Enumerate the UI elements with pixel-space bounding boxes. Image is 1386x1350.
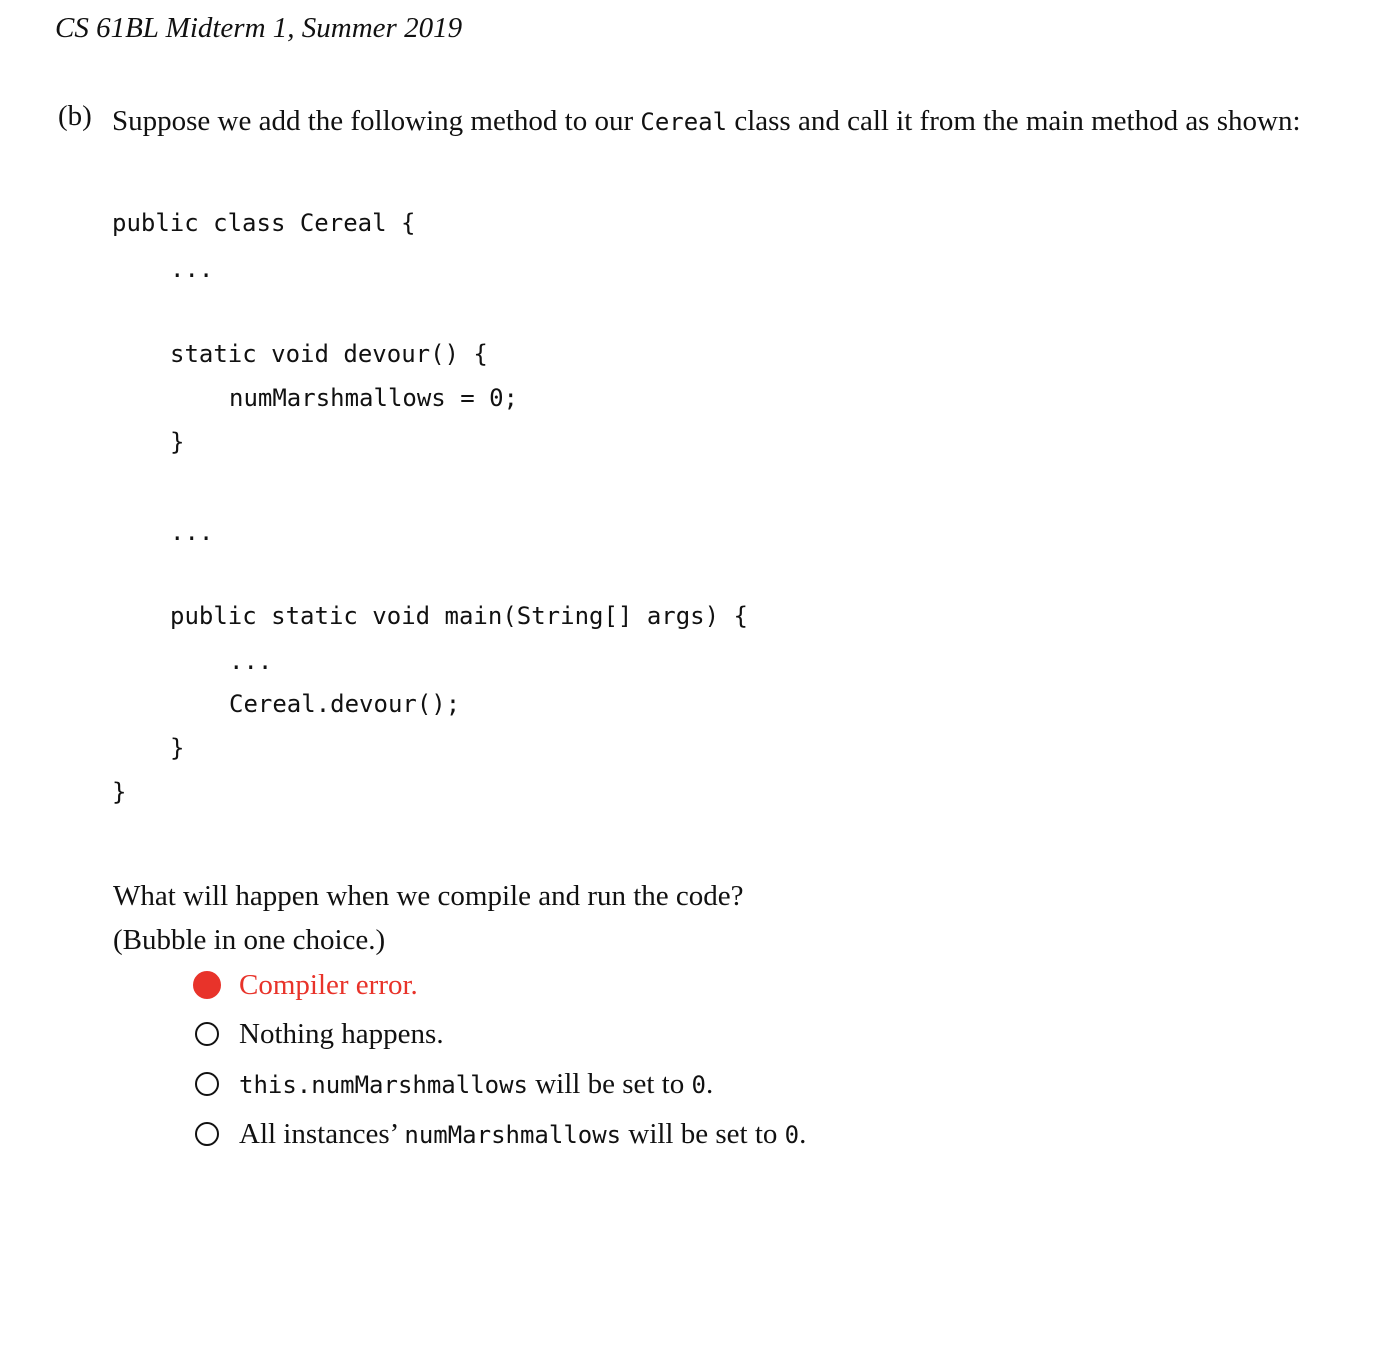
choice-period: . xyxy=(705,1067,714,1100)
choice-period: . xyxy=(799,1117,807,1150)
code-line: numMarshmallows = 0; xyxy=(229,384,518,412)
code-line: } xyxy=(112,778,127,806)
choice-compiler-error[interactable] xyxy=(193,968,418,1002)
prompt-text-cont: class and call it from the main method as shown: xyxy=(727,105,1301,137)
choice-code: numMarshmallows xyxy=(404,1120,622,1149)
code-line: } xyxy=(170,428,185,456)
code-line: ... xyxy=(229,647,273,675)
empty-bubble-icon[interactable] xyxy=(195,1022,219,1046)
choice-code: this.numMarshmallows xyxy=(239,1070,528,1099)
choice-code-value: 0 xyxy=(691,1070,706,1099)
prompt-text: Suppose we add the following method to our xyxy=(112,105,641,137)
ask-instruction: (Bubble in one choice.) xyxy=(113,924,386,956)
empty-bubble-icon[interactable] xyxy=(195,1072,219,1096)
question-ask xyxy=(113,874,744,962)
filled-bubble-icon[interactable] xyxy=(193,971,221,999)
choice-label: Nothing happens. xyxy=(239,1017,444,1050)
page-header: CS 61BL Midterm 1, Summer 2019 xyxy=(55,12,463,44)
question-label: (b) xyxy=(58,100,92,132)
choice-nothing-happens[interactable] xyxy=(193,1017,444,1051)
code-line: ... xyxy=(170,518,214,546)
choice-label xyxy=(239,1068,713,1101)
choice-this-set-zero[interactable] xyxy=(193,1067,713,1101)
ask-line: What will happen when we compile and run the code? xyxy=(113,880,744,912)
question-prompt xyxy=(112,100,1327,144)
choice-code-value: 0 xyxy=(784,1120,800,1149)
prompt-class-name: Cereal xyxy=(640,108,728,136)
choice-label xyxy=(239,1118,806,1151)
code-line: public class Cereal { xyxy=(112,209,416,237)
code-line: ... xyxy=(170,255,214,283)
empty-bubble-icon[interactable] xyxy=(195,1122,219,1146)
code-line: public static void main(String[] args) { xyxy=(170,602,748,630)
choice-all-instances[interactable] xyxy=(193,1117,806,1151)
choice-text: will be set to xyxy=(527,1067,692,1100)
code-line: static void devour() { xyxy=(170,340,488,368)
choice-text: All instances’ xyxy=(239,1117,405,1150)
choice-text-cont: will be set to xyxy=(621,1117,785,1150)
code-line: Cereal.devour(); xyxy=(229,690,461,718)
choice-label: Compiler error. xyxy=(239,968,418,1001)
code-line: } xyxy=(170,734,185,762)
